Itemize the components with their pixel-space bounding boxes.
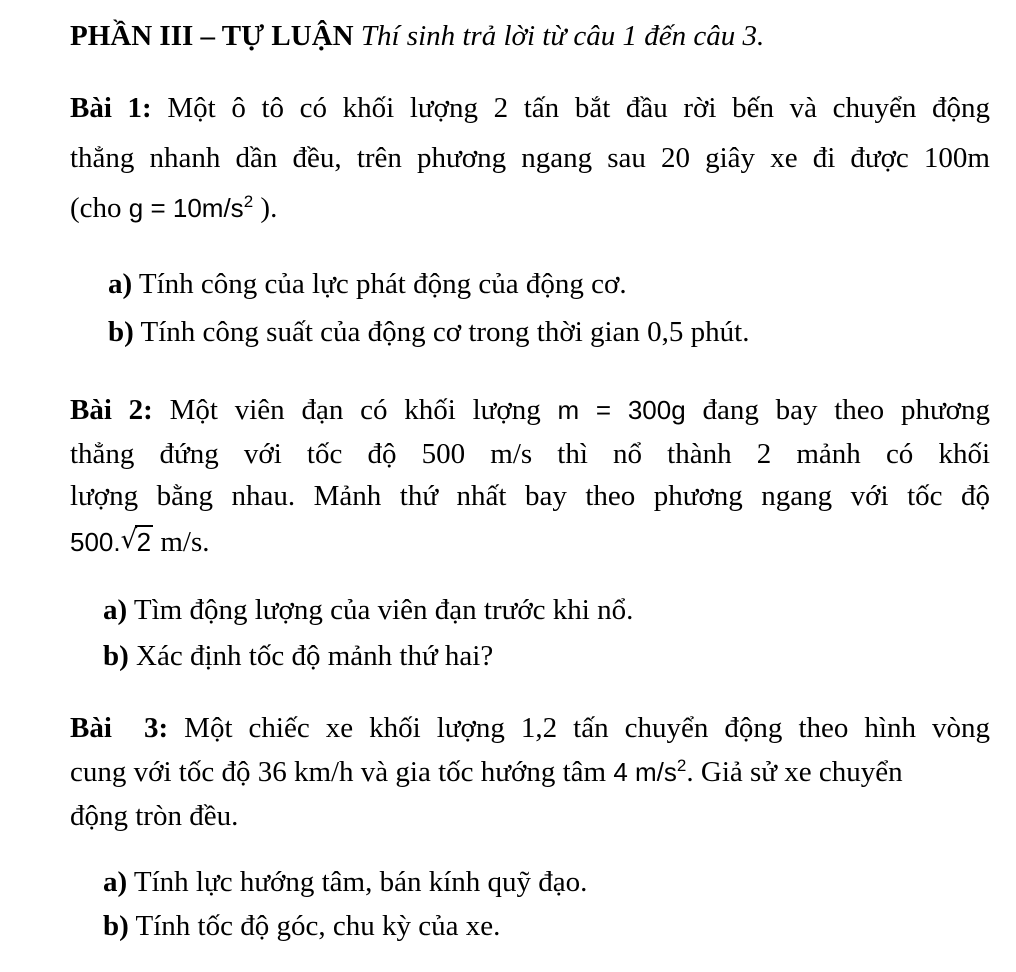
bai3-b-text: Tính tốc độ góc, chu kỳ của xe. xyxy=(135,910,501,942)
bai3-line1 xyxy=(70,708,990,748)
section-instruction: Thí sinh trả lời từ câu 1 đến câu 3. xyxy=(360,20,765,52)
section-header xyxy=(70,16,764,56)
bai1-a-label: a) xyxy=(108,268,133,300)
bai1-question-b xyxy=(108,312,750,352)
section-title: PHẦN III – TỰ LUẬN xyxy=(70,20,354,52)
bai3-text-2a: cung với tốc độ 36 km/h và gia tốc hướng tâm xyxy=(70,756,607,788)
bai3-text-2b: . Giả sử xe chuyển xyxy=(686,756,903,788)
bai1-question-a xyxy=(108,264,627,304)
bai1-text-3a: (cho xyxy=(70,192,122,224)
bai2-line2 xyxy=(70,434,990,474)
bai2-text-2a: thẳng đứng với tốc độ xyxy=(70,438,397,470)
bai2-text-1b: đang bay theo phương xyxy=(702,394,991,426)
bai2-question-b xyxy=(103,636,493,676)
bai2-text-1a: Một viên đạn có khối lượng xyxy=(169,394,541,426)
bai2-speed-unit: m/s. xyxy=(160,526,210,558)
bai2-formula-m: m = 300g xyxy=(557,395,686,425)
bai2-b-text: Xác định tốc độ mảnh thứ hai? xyxy=(136,640,494,672)
bai2-a-label: a) xyxy=(103,594,128,626)
bai3-text-1: Một chiếc xe khối lượng 1,2 tấn chuyển động theo hình vòng xyxy=(184,712,991,744)
bai2-b-label: b) xyxy=(103,640,129,672)
bai3-a-text: Tính lực hướng tâm, bán kính quỹ đạo. xyxy=(133,866,588,898)
bai3-formula-a: 4 $m/s^2$ xyxy=(613,756,687,787)
bai2-line3: lượng bằng nhau. Mảnh thứ nhất bay theo phương ngang với tốc độ xyxy=(70,480,990,512)
bai1-line1 xyxy=(70,88,990,128)
bai2-text-2b: 500 m/s thì nổ thành 2 mảnh có khối xyxy=(421,438,990,470)
bai1-a-text: Tính công của lực phát động của động cơ. xyxy=(138,268,627,300)
bai2-line1 xyxy=(70,390,990,430)
bai1-b-text: Tính công suất của động cơ trong thời gian 0,5 phút. xyxy=(140,316,750,348)
bai1-text-3b: ). xyxy=(260,192,278,224)
bai3-label: Bài 3: xyxy=(70,712,169,744)
bai2-line4 xyxy=(70,522,209,562)
bai1-formula-g: $g = 10m/s^2$ xyxy=(128,192,254,223)
bai2-a-text: Tìm động lượng của viên đạn trước khi nổ. xyxy=(133,594,634,626)
bai1-label: Bài 1: xyxy=(70,92,152,124)
bai2-speed-value: 500. √ 2 xyxy=(70,527,153,557)
bai1-line2: thẳng nhanh dần đều, trên phương ngang sau 20 giây xe đi được 100m xyxy=(70,142,990,174)
bai1-text-1: Một ô tô có khối lượng 2 tấn bắt đầu rời bến và chuyển động xyxy=(167,92,990,124)
bai3-line3: động tròn đều. xyxy=(70,800,239,832)
bai1-b-label: b) xyxy=(108,316,134,348)
bai1-line3 xyxy=(70,188,277,228)
bai3-b-label: b) xyxy=(103,910,129,942)
bai3-question-b xyxy=(103,906,500,946)
bai2-question-a xyxy=(103,590,633,630)
bai3-line2 xyxy=(70,752,903,792)
bai3-question-a xyxy=(103,862,587,902)
sqrt-symbol: √ 2 xyxy=(120,525,152,557)
bai3-a-label: a) xyxy=(103,866,128,898)
bai2-label: Bài 2: xyxy=(70,394,153,426)
